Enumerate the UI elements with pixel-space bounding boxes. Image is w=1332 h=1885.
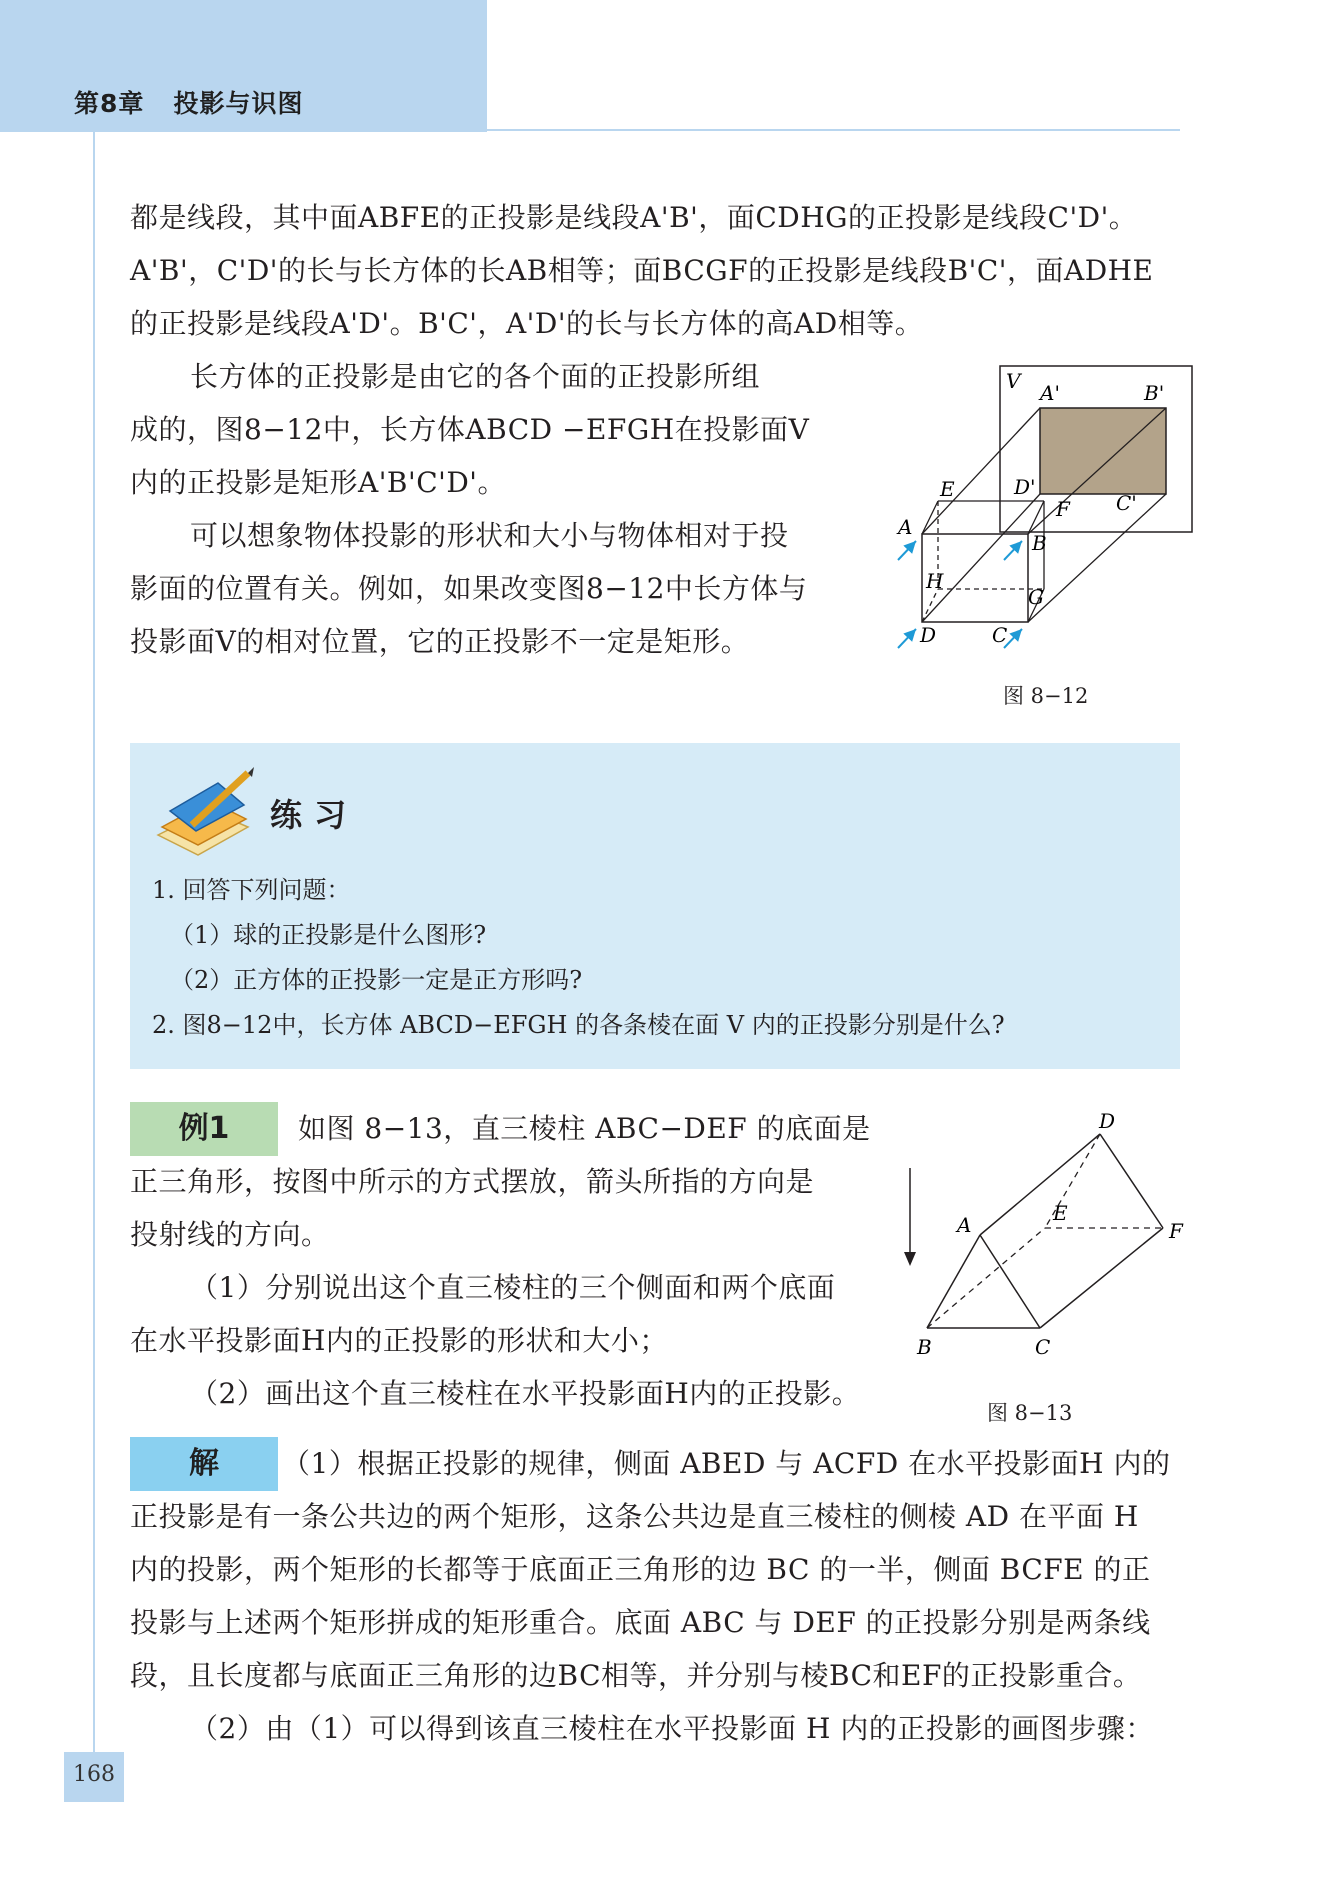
label-e: E <box>1053 1201 1068 1225</box>
label-a: A <box>898 515 913 539</box>
solution-line: 正投影是有一条公共边的两个矩形，这条公共边是直三棱柱的侧棱 AD 在平面 H <box>130 1500 1139 1533</box>
label-d: D <box>1099 1109 1116 1133</box>
label-c-prime: C' <box>1116 491 1137 515</box>
paragraph-line: 可以想象物体投影的形状和大小与物体相对于投 <box>190 519 789 552</box>
label-h: H <box>926 569 944 593</box>
solution-line: （2）由（1）可以得到该直三棱柱在水平投影面 H 内的正投影的画图步骤： <box>190 1712 1154 1745</box>
label-c: C <box>1035 1335 1051 1359</box>
solution-line: 投影与上述两个矩形拼成的矩形重合。底面 ABC 与 DEF 的正投影分别是两条线 <box>130 1606 1151 1639</box>
label-b-prime: B' <box>1144 381 1165 405</box>
label-b: B <box>1032 531 1047 555</box>
example-line: 投射线的方向。 <box>130 1218 330 1251</box>
projection-arrow <box>898 629 916 648</box>
label-v: V <box>1006 369 1021 393</box>
paragraph-line: 投影面V的相对位置，它的正投影不一定是矩形。 <box>130 625 750 658</box>
projection-arrow <box>898 541 916 560</box>
label-f: F <box>1056 497 1070 521</box>
projection-rectangle <box>1040 408 1166 494</box>
solution-line: （1）根据正投影的规律，侧面 ABED 与 ACFD 在水平投影面H 内的 <box>282 1447 1171 1480</box>
example-line: 在水平投影面H内的正投影的形状和大小； <box>130 1324 668 1357</box>
figure-8-12 <box>880 360 1200 700</box>
label-b: B <box>917 1335 932 1359</box>
practice-item: 2. 图8−12中，长方体 ABCD−EFGH 的各条棱在面 V 内的正投影分别是什么? <box>152 1011 1005 1039</box>
label-f: F <box>1169 1219 1183 1243</box>
projection-arrow <box>1004 541 1022 560</box>
solution-line: 内的投影，两个矩形的长都等于底面正三角形的边 BC 的一半，侧面 BCFE 的正 <box>130 1553 1151 1586</box>
practice-title: 练习 <box>270 796 359 834</box>
figure-8-13 <box>895 1110 1185 1370</box>
label-c: C <box>992 623 1008 647</box>
example-line: （1）分别说出这个直三棱柱的三个侧面和两个底面 <box>190 1271 836 1304</box>
left-margin-rule <box>93 132 95 1762</box>
figure-8-12-caption: 图 8−12 <box>1003 684 1089 708</box>
example-line: 如图 8−13，直三棱柱 ABC−DEF 的底面是 <box>298 1112 871 1145</box>
page-number: 168 <box>73 1762 115 1787</box>
label-e: E <box>940 477 955 501</box>
label-g: G <box>1028 585 1044 609</box>
example-tag: 例1 <box>130 1102 278 1156</box>
notebook-pencil-icon <box>148 765 258 865</box>
solution-line: 段，且长度都与底面正三角形的边BC相等，并分别与棱BC和EF的正投影重合。 <box>130 1659 1142 1692</box>
example-line: 正三角形，按图中所示的方式摆放，箭头所指的方向是 <box>130 1165 815 1198</box>
figure-8-13-caption: 图 8−13 <box>987 1401 1073 1425</box>
paragraph-line: 成的，图8−12中，长方体ABCD −EFGH在投影面V <box>130 413 810 446</box>
paragraph-line: 都是线段，其中面ABFE的正投影是线段A'B'，面CDHG的正投影是线段C'D'。 <box>130 201 1138 234</box>
chapter-title: 投影与识图 <box>173 89 304 118</box>
label-d: D <box>920 623 937 647</box>
example-line: （2）画出这个直三棱柱在水平投影面H内的正投影。 <box>190 1377 861 1410</box>
paragraph-line: 长方体的正投影是由它的各个面的正投影所组 <box>190 360 761 393</box>
chapter-heading <box>74 84 304 120</box>
paragraph-line: A'B'，C'D'的长与长方体的长AB相等；面BCGF的正投影是线段B'C'，面ADHE <box>130 254 1154 287</box>
label-d-prime: D' <box>1014 475 1036 499</box>
header-rule <box>487 129 1180 131</box>
label-a: A <box>957 1213 972 1237</box>
practice-item: （2）正方体的正投影一定是正方形吗? <box>170 966 583 994</box>
practice-item: （1）球的正投影是什么图形? <box>170 921 487 949</box>
paragraph-line: 的正投影是线段A'D'。B'C'，A'D'的长与长方体的高AD相等。 <box>130 307 924 340</box>
chapter-number: 第8章 <box>74 89 145 118</box>
label-a-prime: A' <box>1040 381 1060 405</box>
paragraph-line: 内的正投影是矩形A'B'C'D'。 <box>130 466 506 499</box>
solution-tag: 解 <box>130 1437 278 1491</box>
paragraph-line: 影面的位置有关。例如，如果改变图8−12中长方体与 <box>130 572 808 605</box>
practice-item: 1. 回答下列问题： <box>152 876 351 904</box>
